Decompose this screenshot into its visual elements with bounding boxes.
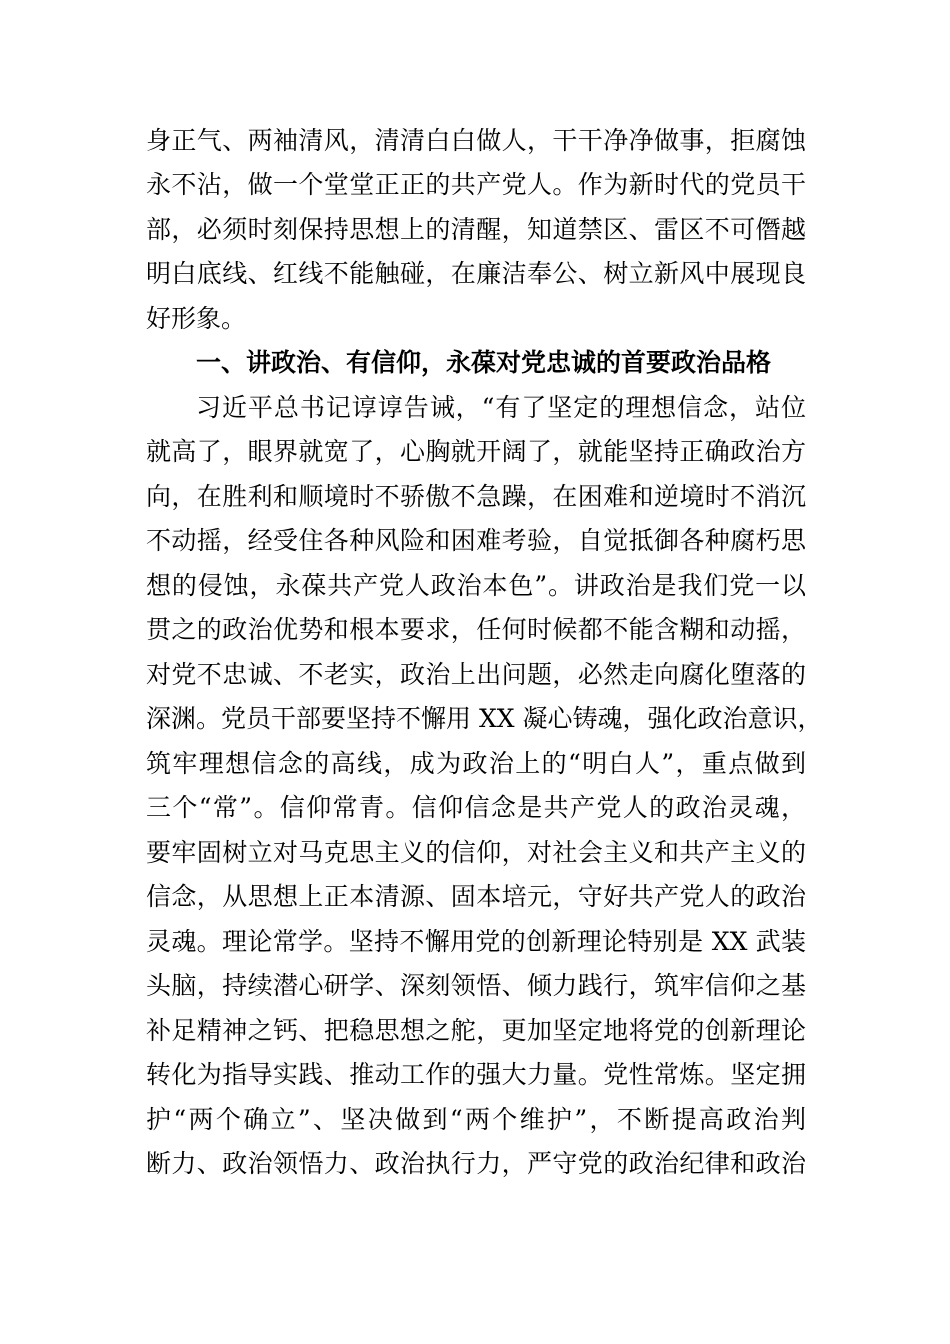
body-text-line: 好形象。	[146, 304, 247, 333]
body-text-line: 头脑，持续潜心研学、深刻领悟、倾力践行，筑牢信仰之基	[146, 971, 806, 1000]
body-text-line: 灵魂。理论常学。坚持不懈用党的创新理论特别是 XX 武装	[146, 927, 806, 956]
body-text-line: 贯之的政治优势和根本要求，任何时候都不能含糊和动摇，	[146, 615, 806, 644]
body-text-line: 向，在胜利和顺境时不骄傲不急躁，在困难和逆境时不消沉	[146, 482, 806, 511]
body-text-line: 习近平总书记谆谆告诫，“有了坚定的理想信念，站位	[196, 393, 806, 422]
body-text-line: 部，必须时刻保持思想上的清醒，知道禁区、雷区不可僭越	[146, 215, 806, 244]
body-text-line: 筑牢理想信念的高线，成为政治上的“明白人”，重点做到	[146, 749, 806, 778]
body-text-line: 想的侵蚀，永葆共产党人政治本色”。讲政治是我们党一以	[146, 571, 806, 600]
body-text-line: 深渊。党员干部要坚持不懈用 XX 凝心铸魂，强化政治意识，	[146, 704, 823, 733]
body-text-line: 身正气、两袖清风，清清白白做人，干干净净做事，拒腐蚀	[146, 126, 806, 155]
body-text-line: 就高了，眼界就宽了，心胸就开阔了，就能坚持正确政治方	[146, 437, 806, 466]
body-text-line: 断力、政治领悟力、政治执行力，严守党的政治纪律和政治	[146, 1149, 806, 1178]
body-text-line: 护“两个确立”、坚决做到“两个维护”，不断提高政治判	[146, 1105, 806, 1134]
body-text-line: 补足精神之钙、把稳思想之舵，更加坚定地将党的创新理论	[146, 1016, 806, 1045]
body-text-line: 信念，从思想上正本清源、固本培元，守好共产党人的政治	[146, 882, 806, 911]
body-text-line: 明白底线、红线不能触碰，在廉洁奉公、树立新风中展现良	[146, 259, 806, 288]
body-text-line: 转化为指导实践、推动工作的强大力量。党性常炼。坚定拥	[146, 1060, 806, 1089]
body-text-line: 要牢固树立对马克思主义的信仰，对社会主义和共产主义的	[146, 838, 806, 867]
body-text-line: 不动摇，经受住各种风险和困难考验，自觉抵御各种腐朽思	[146, 526, 806, 555]
body-text-line: 永不沾，做一个堂堂正正的共产党人。作为新时代的党员干	[146, 170, 806, 199]
body-text-line: 对党不忠诚、不老实，政治上出问题，必然走向腐化堕落的	[146, 660, 806, 689]
body-text-line: 三个“常”。信仰常青。信仰信念是共产党人的政治灵魂，	[146, 793, 806, 822]
section-heading: 一、讲政治、有信仰，永葆对党忠诚的首要政治品格	[196, 348, 772, 377]
